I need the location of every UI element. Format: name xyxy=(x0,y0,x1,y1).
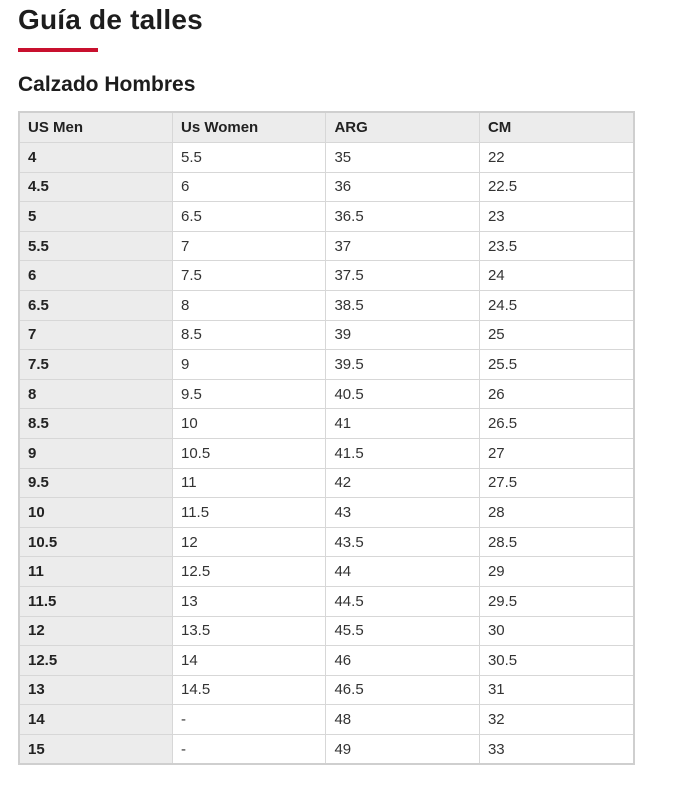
title-underline xyxy=(18,48,98,52)
cell-arg: 48 xyxy=(326,705,479,735)
cell-us-men: 5.5 xyxy=(19,231,172,261)
column-header-us-women: Us Women xyxy=(172,112,325,143)
cell-cm: 26.5 xyxy=(479,409,634,439)
cell-cm: 29.5 xyxy=(479,586,634,616)
cell-cm: 29 xyxy=(479,557,634,587)
cell-us-women: 12 xyxy=(172,527,325,557)
cell-us-men: 8 xyxy=(19,379,172,409)
table-row xyxy=(19,172,634,202)
cell-us-women: 6.5 xyxy=(172,202,325,232)
cell-arg: 42 xyxy=(326,468,479,498)
table-row xyxy=(19,705,634,735)
cell-cm: 31 xyxy=(479,675,634,705)
column-header-arg: ARG xyxy=(326,112,479,143)
cell-us-men: 8.5 xyxy=(19,409,172,439)
cell-arg: 44 xyxy=(326,557,479,587)
table-row xyxy=(19,557,634,587)
cell-us-women: 7 xyxy=(172,231,325,261)
cell-cm: 23 xyxy=(479,202,634,232)
cell-arg: 44.5 xyxy=(326,586,479,616)
cell-cm: 30 xyxy=(479,616,634,646)
table-row xyxy=(19,438,634,468)
cell-us-women: 5.5 xyxy=(172,143,325,173)
cell-us-women: 9 xyxy=(172,350,325,380)
cell-us-men: 7.5 xyxy=(19,350,172,380)
table-row xyxy=(19,261,634,291)
cell-us-men: 6.5 xyxy=(19,290,172,320)
cell-arg: 43 xyxy=(326,498,479,528)
cell-us-women: 13 xyxy=(172,586,325,616)
cell-arg: 41 xyxy=(326,409,479,439)
cell-us-men: 11.5 xyxy=(19,586,172,616)
cell-arg: 37 xyxy=(326,231,479,261)
cell-arg: 39.5 xyxy=(326,350,479,380)
cell-cm: 25 xyxy=(479,320,634,350)
table-row xyxy=(19,143,634,173)
cell-arg: 36.5 xyxy=(326,202,479,232)
cell-us-men: 12 xyxy=(19,616,172,646)
cell-cm: 27.5 xyxy=(479,468,634,498)
table-row xyxy=(19,468,634,498)
cell-us-men: 14 xyxy=(19,705,172,735)
cell-cm: 25.5 xyxy=(479,350,634,380)
cell-us-men: 10 xyxy=(19,498,172,528)
cell-us-men: 4 xyxy=(19,143,172,173)
cell-arg: 46.5 xyxy=(326,675,479,705)
table-row xyxy=(19,675,634,705)
cell-cm: 22 xyxy=(479,143,634,173)
table-row xyxy=(19,409,634,439)
cell-us-women: 14 xyxy=(172,646,325,676)
table-row xyxy=(19,350,634,380)
cell-arg: 40.5 xyxy=(326,379,479,409)
cell-us-men: 7 xyxy=(19,320,172,350)
cell-arg: 41.5 xyxy=(326,438,479,468)
cell-us-women: 10 xyxy=(172,409,325,439)
table-row xyxy=(19,498,634,528)
cell-arg: 45.5 xyxy=(326,616,479,646)
size-chart-table xyxy=(18,111,635,765)
cell-arg: 49 xyxy=(326,734,479,764)
cell-arg: 43.5 xyxy=(326,527,479,557)
cell-us-women: 10.5 xyxy=(172,438,325,468)
column-header-cm: CM xyxy=(479,112,634,143)
cell-us-women: 12.5 xyxy=(172,557,325,587)
cell-us-women: 9.5 xyxy=(172,379,325,409)
table-row xyxy=(19,527,634,557)
cell-cm: 33 xyxy=(479,734,634,764)
table-row xyxy=(19,290,634,320)
cell-us-women: 8 xyxy=(172,290,325,320)
section-title: Calzado Hombres xyxy=(18,73,196,96)
table-row xyxy=(19,646,634,676)
cell-cm: 22.5 xyxy=(479,172,634,202)
table-row xyxy=(19,586,634,616)
cell-us-men: 15 xyxy=(19,734,172,764)
table-header-row xyxy=(19,112,634,143)
cell-us-women: - xyxy=(172,734,325,764)
cell-cm: 27 xyxy=(479,438,634,468)
cell-cm: 26 xyxy=(479,379,634,409)
table-row xyxy=(19,616,634,646)
cell-us-women: 13.5 xyxy=(172,616,325,646)
cell-us-women: - xyxy=(172,705,325,735)
cell-us-men: 11 xyxy=(19,557,172,587)
cell-us-men: 9.5 xyxy=(19,468,172,498)
cell-arg: 36 xyxy=(326,172,479,202)
cell-arg: 35 xyxy=(326,143,479,173)
table-row xyxy=(19,231,634,261)
cell-us-women: 14.5 xyxy=(172,675,325,705)
cell-us-women: 6 xyxy=(172,172,325,202)
cell-us-women: 11.5 xyxy=(172,498,325,528)
cell-us-men: 6 xyxy=(19,261,172,291)
cell-us-women: 7.5 xyxy=(172,261,325,291)
cell-us-men: 9 xyxy=(19,438,172,468)
cell-cm: 32 xyxy=(479,705,634,735)
cell-arg: 46 xyxy=(326,646,479,676)
cell-cm: 24.5 xyxy=(479,290,634,320)
cell-cm: 28.5 xyxy=(479,527,634,557)
cell-arg: 37.5 xyxy=(326,261,479,291)
cell-cm: 28 xyxy=(479,498,634,528)
column-header-us-men: US Men xyxy=(19,112,172,143)
cell-cm: 24 xyxy=(479,261,634,291)
cell-arg: 38.5 xyxy=(326,290,479,320)
cell-arg: 39 xyxy=(326,320,479,350)
cell-us-men: 5 xyxy=(19,202,172,232)
cell-us-women: 11 xyxy=(172,468,325,498)
cell-us-men: 12.5 xyxy=(19,646,172,676)
cell-us-men: 10.5 xyxy=(19,527,172,557)
cell-cm: 23.5 xyxy=(479,231,634,261)
page-title: Guía de talles xyxy=(18,4,203,35)
table-row xyxy=(19,320,634,350)
cell-us-women: 8.5 xyxy=(172,320,325,350)
cell-us-men: 4.5 xyxy=(19,172,172,202)
table-row xyxy=(19,202,634,232)
cell-cm: 30.5 xyxy=(479,646,634,676)
cell-us-men: 13 xyxy=(19,675,172,705)
table-row xyxy=(19,379,634,409)
table-row xyxy=(19,734,634,764)
table-body xyxy=(19,143,634,765)
